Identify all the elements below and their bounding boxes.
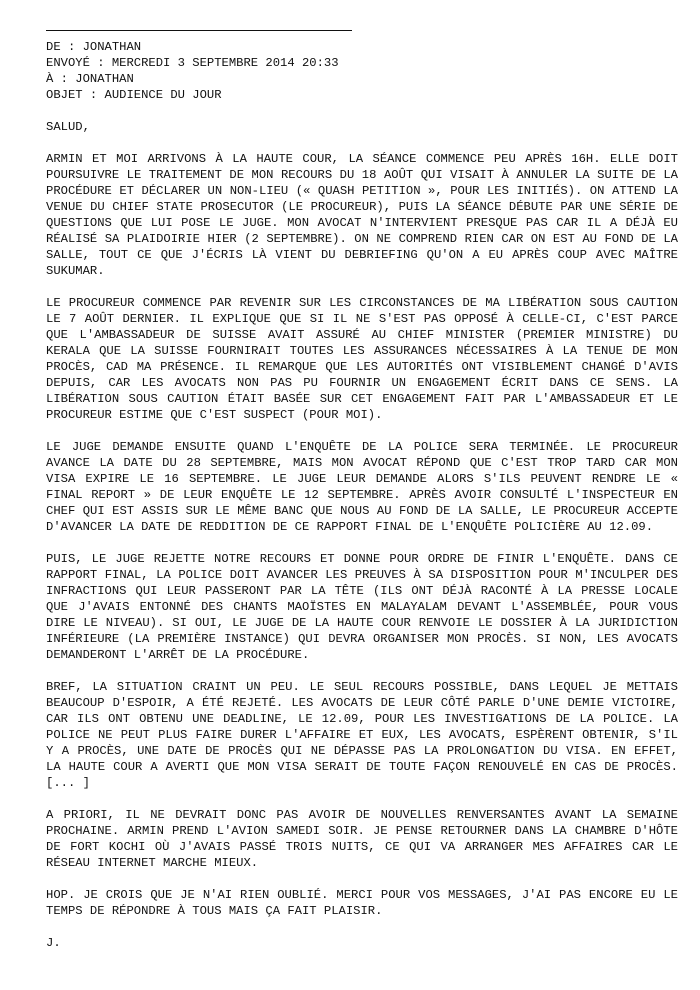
email-header bbox=[46, 39, 678, 103]
body-paragraph: HOP. JE CROIS QUE JE N'AI RIEN OUBLIÉ. MERCI POUR VOS MESSAGES, J'AI PAS ENCORE EU LE TEMPS DE RÉPONDRE À TOUS MAIS ÇA FAIT PLAISIR. bbox=[46, 888, 678, 918]
body-paragraph: LE JUGE DEMANDE ENSUITE QUAND L'ENQUÊTE DE LA POLICE SERA TERMINÉE. LE PROCUREUR AVANCE LA DATE DU 28 SEPTEMBRE, MAIS MON AVOCAT RÉPOND QUE C'EST TROP TARD CAR MON VISA EXPIRE LE 16 SEPTEMBRE. LE JUGE LEUR DEMANDE ALORS S'ILS PEUVENT RENDRE LE « FINAL REPORT » DE LEUR ENQUÊTE LE 12 SEPTEMBRE. APRÈS AVOIR CONSULTÉ L'INSPECTEUR EN CHEF QUI EST ASSIS SUR LE MÊME BANC QUE NOUS AU FOND DE LA SALLE, LE PROCUREUR ACCEPTE D'AVANCER LA DATE DE REDDITION DE CE RAPPORT FINAL DE L'ENQUÊTE POLICIÈRE AU 12.09. bbox=[46, 440, 678, 534]
body-paragraph: A PRIORI, IL NE DEVRAIT DONC PAS AVOIR DE NOUVELLES RENVERSANTES AVANT LA SEMAINE PROCHAINE. ARMIN PREND L'AVION SAMEDI SOIR. JE PENSE RETOURNER DANS LA CHAMBRE D'HÔTE DE FORT KOCHI OÙ J'AVAIS PASSÉ TROIS NUITS, CE QUI VA ARRANGER MES AFFAIRES CAR LE RÉSEAU INTERNET MARCHE MIEUX. bbox=[46, 808, 678, 870]
sent-line: ENVOYÉ : MERCREDI 3 SEPTEMBRE 2014 20:33 bbox=[46, 56, 339, 70]
salutation: SALUD, bbox=[46, 120, 90, 134]
to-line: À : JONATHAN bbox=[46, 72, 134, 86]
signature: J. bbox=[46, 936, 61, 950]
body-paragraph: ARMIN ET MOI ARRIVONS À LA HAUTE COUR, LA SÉANCE COMMENCE PEU APRÈS 16H. ELLE DOIT POURSUIVRE LE TRAITEMENT DE MON RECOURS DU 18 AOÛT QUI VISAIT À ANNULER LA SUITE DE LA PROCÉDURE ET DÉCLARER UN NON-LIEU (« QUASH PETITION », POUR LES INITIÉS). ON ATTEND LA VENUE DU CHIEF STATE PROSECUTOR (LE PROCUREUR), PUIS LA SÉANCE DÉBUTE PAR UNE SÉRIE DE QUESTIONS QUE LUI POSE LE JUGE. MON AVOCAT N'INTERVIENT PRESQUE PAS CAR IL A DÉJÀ EU RÉALISÉ SA PLAIDOIRIE HIER (2 SEPTEMBRE). ON NE COMPREND RIEN CAR ON EST AU FOND DE LA SALLE, TOUT CE QUE J'ÉCRIS LÀ VIENT DU DEBRIEFING QU'ON A EU APRÈS COUP AVEC MAÎTRE SUKUMAR. bbox=[46, 152, 678, 278]
body-paragraph: PUIS, LE JUGE REJETTE NOTRE RECOURS ET DONNE POUR ORDRE DE FINIR L'ENQUÊTE. DANS CE RAPPORT FINAL, LA POLICE DOIT AVANCER LES PREUVES À SA DISPOSITION POUR M'INCULPER DES INFRACTIONS QUI LEUR PASSERONT PAR LA TÊTE (ILS ONT DÉJÀ RACONTÉ À LA PRESSE LOCALE QUE J'AVAIS ENTONNÉ DES CHANTS MAOÏSTES EN MALAYALAM DEVANT L'ASSEMBLÉE, POUR VOUS DIRE LE NIVEAU). SI OUI, LE JUGE DE LA HAUTE COUR RENVOIE LE DOSSIER À LA JURIDICTION INFÉRIEURE (LA PREMIÈRE INSTANCE) QUI DEVRA ORGANISER MON PROCÈS. SI NON, LES AVOCATS DEMANDERONT L'ARRÊT DE LA PROCÉDURE. bbox=[46, 552, 678, 662]
email-document bbox=[46, 30, 678, 951]
email-body bbox=[46, 151, 678, 919]
header-divider bbox=[46, 30, 352, 31]
body-paragraph: LE PROCUREUR COMMENCE PAR REVENIR SUR LES CIRCONSTANCES DE MA LIBÉRATION SOUS CAUTION LE 7 AOÛT DERNIER. IL EXPLIQUE QUE SI IL NE S'EST PAS OPPOSÉ À CELLE-CI, C'EST PARCE QUE L'AMBASSADEUR DE SUISSE AVAIT ASSURÉ AU CHIEF MINISTER (PREMIER MINISTRE) DU KERALA QUE LA SUISSE FOURNIRAIT TOUTES LES ASSURANCES NÉCESSAIRES À LA TENUE DE MON PROCÈS, CAD MA PRÉSENCE. IL REMARQUE QUE LES AUTORITÉS ONT VISIBLEMENT CHANGÉ D'AVIS DEPUIS, CAR LES AVOCATS NON PAS PU FOURNIR UN ENGAGEMENT ÉCRIT DANS CE SENS. LA LIBÉRATION SOUS CAUTION ÉTAIT BASÉE SUR CET ENGAGEMENT FAIT PAR L'AMBASSADEUR ET LE PROCUREUR ESTIME QUE C'EST SUSPECT (POUR MOI). bbox=[46, 296, 678, 422]
from-line: DE : JONATHAN bbox=[46, 40, 142, 54]
body-paragraph: BREF, LA SITUATION CRAINT UN PEU. LE SEUL RECOURS POSSIBLE, DANS LEQUEL JE METTAIS BEAUCOUP D'ESPOIR, A ÉTÉ REJETÉ. LES AVOCATS DE LEUR CÔTÉ PARLE D'UNE DEMIE VICTOIRE, CAR ILS ONT OBTENU UNE DEADLINE, LE 12.09, POUR LES INVESTIGATIONS DE LA POLICE. LA POLICE NE PEUT PLUS FAIRE DURER L'AFFAIRE ET EUX, LES AVOCATS, ESPÈRENT OBTENIR, S'IL Y A PROCÈS, UNE DATE DE PROCÈS QUI NE DÉPASSE PAS LA PROLONGATION DU VISA. EN EFFET, LA HAUTE COUR A AVERTI QUE MON VISA SERAIT DE TOUTE FAÇON RENOUVELÉ EN CAS DE PROCÈS. [... ] bbox=[46, 680, 678, 790]
subject-line: OBJET : AUDIENCE DU JOUR bbox=[46, 88, 222, 102]
